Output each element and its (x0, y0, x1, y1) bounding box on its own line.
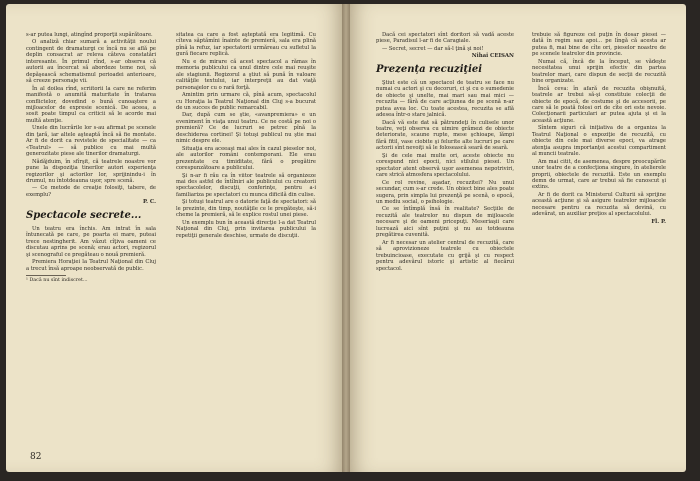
paragraph: Încă ceva: în afară de recuzita obişnuită, teatrele ar trebui să-şi constituie colecţii de obiecte de epocă, de costume şi de accesorii, pe care să le poată folosi ori de cîte ori este nevoie. Colecţionarii particulari ar putea ajuta şi ei la această acţiune. (532, 85, 666, 124)
page-number: 82 (30, 452, 42, 462)
article-heading: Spectacole secrete... (26, 209, 142, 221)
paragraph: Şi de cele mai multe ori, aceste obiecte nu corespund nici epocii, nici stilului piesei. Un spectator atent observă uşor asemenea nepotriviri, care strică atmosfera spectacolului. (376, 152, 514, 179)
paragraph: Un exemplu bun în această direcţie l-a dat Teatrul Naţional din Cluj, prin invitarea publicului la repetiţii generale deschise, urmate de discuţii. (176, 219, 316, 239)
paragraph: Dacă cei spectatori sînt doritori să vadă aceste piese, Paradisul l-ar fi de Caragiale. (376, 32, 514, 45)
book-gutter (342, 4, 350, 472)
paragraph: Ştiut este că un spectacol de teatru se face nu numai cu actori şi cu decoruri, ci şi cu o sumedenie de obiecte şi unelte, mai mari sau mai mici — recuzita — fără de care acţiunea de pe scenă n-ar putea avea loc. Cu toate acestea, recuzita se află adesea într-o stare jalnică. (376, 79, 514, 119)
paragraph: Şi totuşi teatrul are o datorie faţă de spectatori: să le prezinte, din timp, noutăţile ce le pregăteşte, să-i cheme la premieră, să le explice rostul unei piese. (176, 199, 316, 219)
paragraph: Şi n-ar fi rău ca în viitor teatrele să organizeze mai des astfel de întîlniri ale publicului cu creatorii spectacolelor, discuţii, conferinţe, pentru a-i familiariza pe spectatori cu munca dificilă din culise. (176, 172, 316, 198)
left-column-2 (176, 32, 316, 240)
article-heading: Prezența recuziţiei (376, 63, 483, 75)
paragraph: Amintim prin urmare că, pînă acum, spectacolul cu Horaţia la Teatrul Naţional din Cluj s-a bucurat de un succes de public remarcabil. (176, 92, 316, 111)
signature: Nihai CEISAN (471, 53, 514, 60)
paragraph: — Secret, secret — dar să-l ţină şi noi! (382, 45, 484, 52)
paragraph: sitatea ca care a fost aşteptată era legitimă. Cu cîteva săptămîni înainte de premieră, sala era plină pînă la refuz, iar spectatorii urmăreau cu sufletul la gură fiecare replică. (176, 32, 316, 58)
paragraph: Ar fi de dorit ca Ministerul Culturii să sprijine această acţiune şi să asigure teatrelor mijloacele necesare pentru ca recuzita să devină, cu adevărat, un auxiliar preţios al spectacolului. (532, 191, 666, 218)
paragraph: trebuie să figureze cel puţin în dosar piesei — dată în regim sau apoi... pe lîngă că acesta ar putea fi, mai bine de cîte ori, pieselor noastre de pe scenele teatrelor din provincie. (532, 32, 666, 58)
paragraph: În al doilea rînd, scriitorii la care ne referim manifestă o anumită maturitate în tratarea conflictelor, dovedind o bună cunoaştere a mijloacelor de expresie scenică. De aceea, a sosit poate timpul ca criticii să le acorde mai multă atenţie. (26, 85, 156, 124)
paragraph: Sîntem siguri că iniţiativa de a organiza la Teatrul Naţional o expoziţie de recuzită, cu obiecte din cele mai diverse epoci, va atrage atenţia asupra importanţei acestui compartiment al muncii teatrale. (532, 125, 666, 158)
paragraph: Ce rol revine, aşadar, recuzitei? Nu unul secundar, cum s-ar crede. Un obiect bine ales poate sugera, prin simpla lui prezenţă pe scenă, o epocă, un mediu social, o psihologie. (376, 179, 514, 205)
paragraph: Dar, după cum se ştie, «avanpremiera» e un eveniment în viaţa unui teatru. Ce ne costă pe noi o premieră? Ce de lucruri se petrec pînă la deschiderea cortinei! Şi totuşi publicul nu ştie mai nimic despre ele. (176, 112, 316, 145)
right-column-2 (532, 32, 666, 228)
footnote: ¹ Dacă nu sînt indiscret... (26, 277, 88, 283)
right-page (346, 4, 686, 472)
right-column-1 (376, 32, 514, 273)
left-column-1 (26, 32, 156, 284)
paragraph: Numai că, încă de la început, se vădeşte necesitatea unui sprijin efectiv din partea teatrelor mari, care dispun de secţii de recuzită bine organizate. (532, 58, 666, 85)
paragraph: Nu e de mirare că acest spectacol a rămas în memoria publicului ca unul dintre cele mai reuşite ale stagiunii. Regizorul a ştiut să pună în valoare calităţile textului, iar interpreţii au dat viaţă personajelor cu o rară forţă. (176, 58, 316, 91)
left-page (6, 4, 346, 472)
paragraph: Un teatru era închis. Am intrat în sala întunecată pe care, pe poarta ei mare, puteai trece nestingherit. Am văzut cîţiva oameni ce discutau aprins pe scenă; erau actori, regizorul şi scenograful ce pregăteau o nouă premieră. (26, 225, 156, 258)
paragraph: — Ce metode de creaţie folosiţi, tabere, de exemplu? (26, 185, 156, 198)
footnote-divider (26, 275, 66, 276)
paragraph: Situaţia era aceeaşi mai ales în cazul pieselor noi, ale autorilor români contemporani. Ele erau prezentate cu timiditate, fără o pregătire corespunzătoare a publicului. (176, 145, 316, 172)
signature: P. C. (143, 199, 156, 206)
paragraph: Ar fi necesar un atelier central de recuzită, care să aprovizioneze teatrele cu obiectele trebuincioase, executate cu grijă şi cu respect pentru adevărul istoric şi artistic al fiecărui spectacol. (376, 239, 514, 272)
paragraph: Dacă vă este dat să pătrundeţi în culisele unor teatre, veţi observa cu uimire grămezi de obiecte deteriorate, scaune rupte, mese şchioape, lămpi fără fitil, vase ciobite şi felurite alte lucruri pe care actorii sînt nevoiţi să le folosească seară de seară. (376, 119, 514, 152)
paragraph: Unele din lucrările lor s-au afirmat pe scenele din ţară, iar altele aşteaptă încă să fie montate. Ar fi de dorit ca revistele de specialitate — ca «Teatrul» — să publice cu mai multă generozitate piese ale tinerilor dramaturgi. (26, 125, 156, 158)
paragraph: O analiză chiar sumară a activităţii noului contingent de dramaturgi ce încă nu se află pe deplin consacrat ar releva câteva constatări interesante. În primul rînd, s-ar observa că autorii au încercat să abordeze teme noi, să depăşească schematismul perioadei anterioare, să creeze personaje vii. (26, 39, 156, 85)
signature: Fl. P. (651, 218, 666, 225)
paragraph: Nădăjduim, în sfîrşit, că teatrele noastre vor pune la dispoziţia tinerilor autori experienţa regizorilor şi actorilor lor, sprijinindu-i în drumul, nu întotdeauna uşor, spre scenă. (26, 158, 156, 184)
open-book (6, 4, 692, 478)
paragraph: Premiera Horaţiei la Teatrul Naţional din Cluj a trecut însă aproape neobservată de public. (26, 259, 156, 272)
paragraph: s-ar putea lungi, atingînd proporţii supărătoare. (26, 32, 153, 38)
paragraph: Am mai citit, de asemenea, despre preocupările unor teatre de a confecţiona singure, în atelierele proprii, obiectele de recuzită. Este un exemplu demn de urmat, care ar trebui să fie cunoscut şi extins. (532, 158, 666, 191)
paragraph: Ce se întîmplă însă în realitate? Secţiile de recuzită ale teatrelor nu dispun de mijloacele necesare şi de oameni pricepuţi. Meseriaşii care lucrează aici sînt puţini şi nu au totdeauna pregătirea cuvenită. (376, 206, 514, 239)
